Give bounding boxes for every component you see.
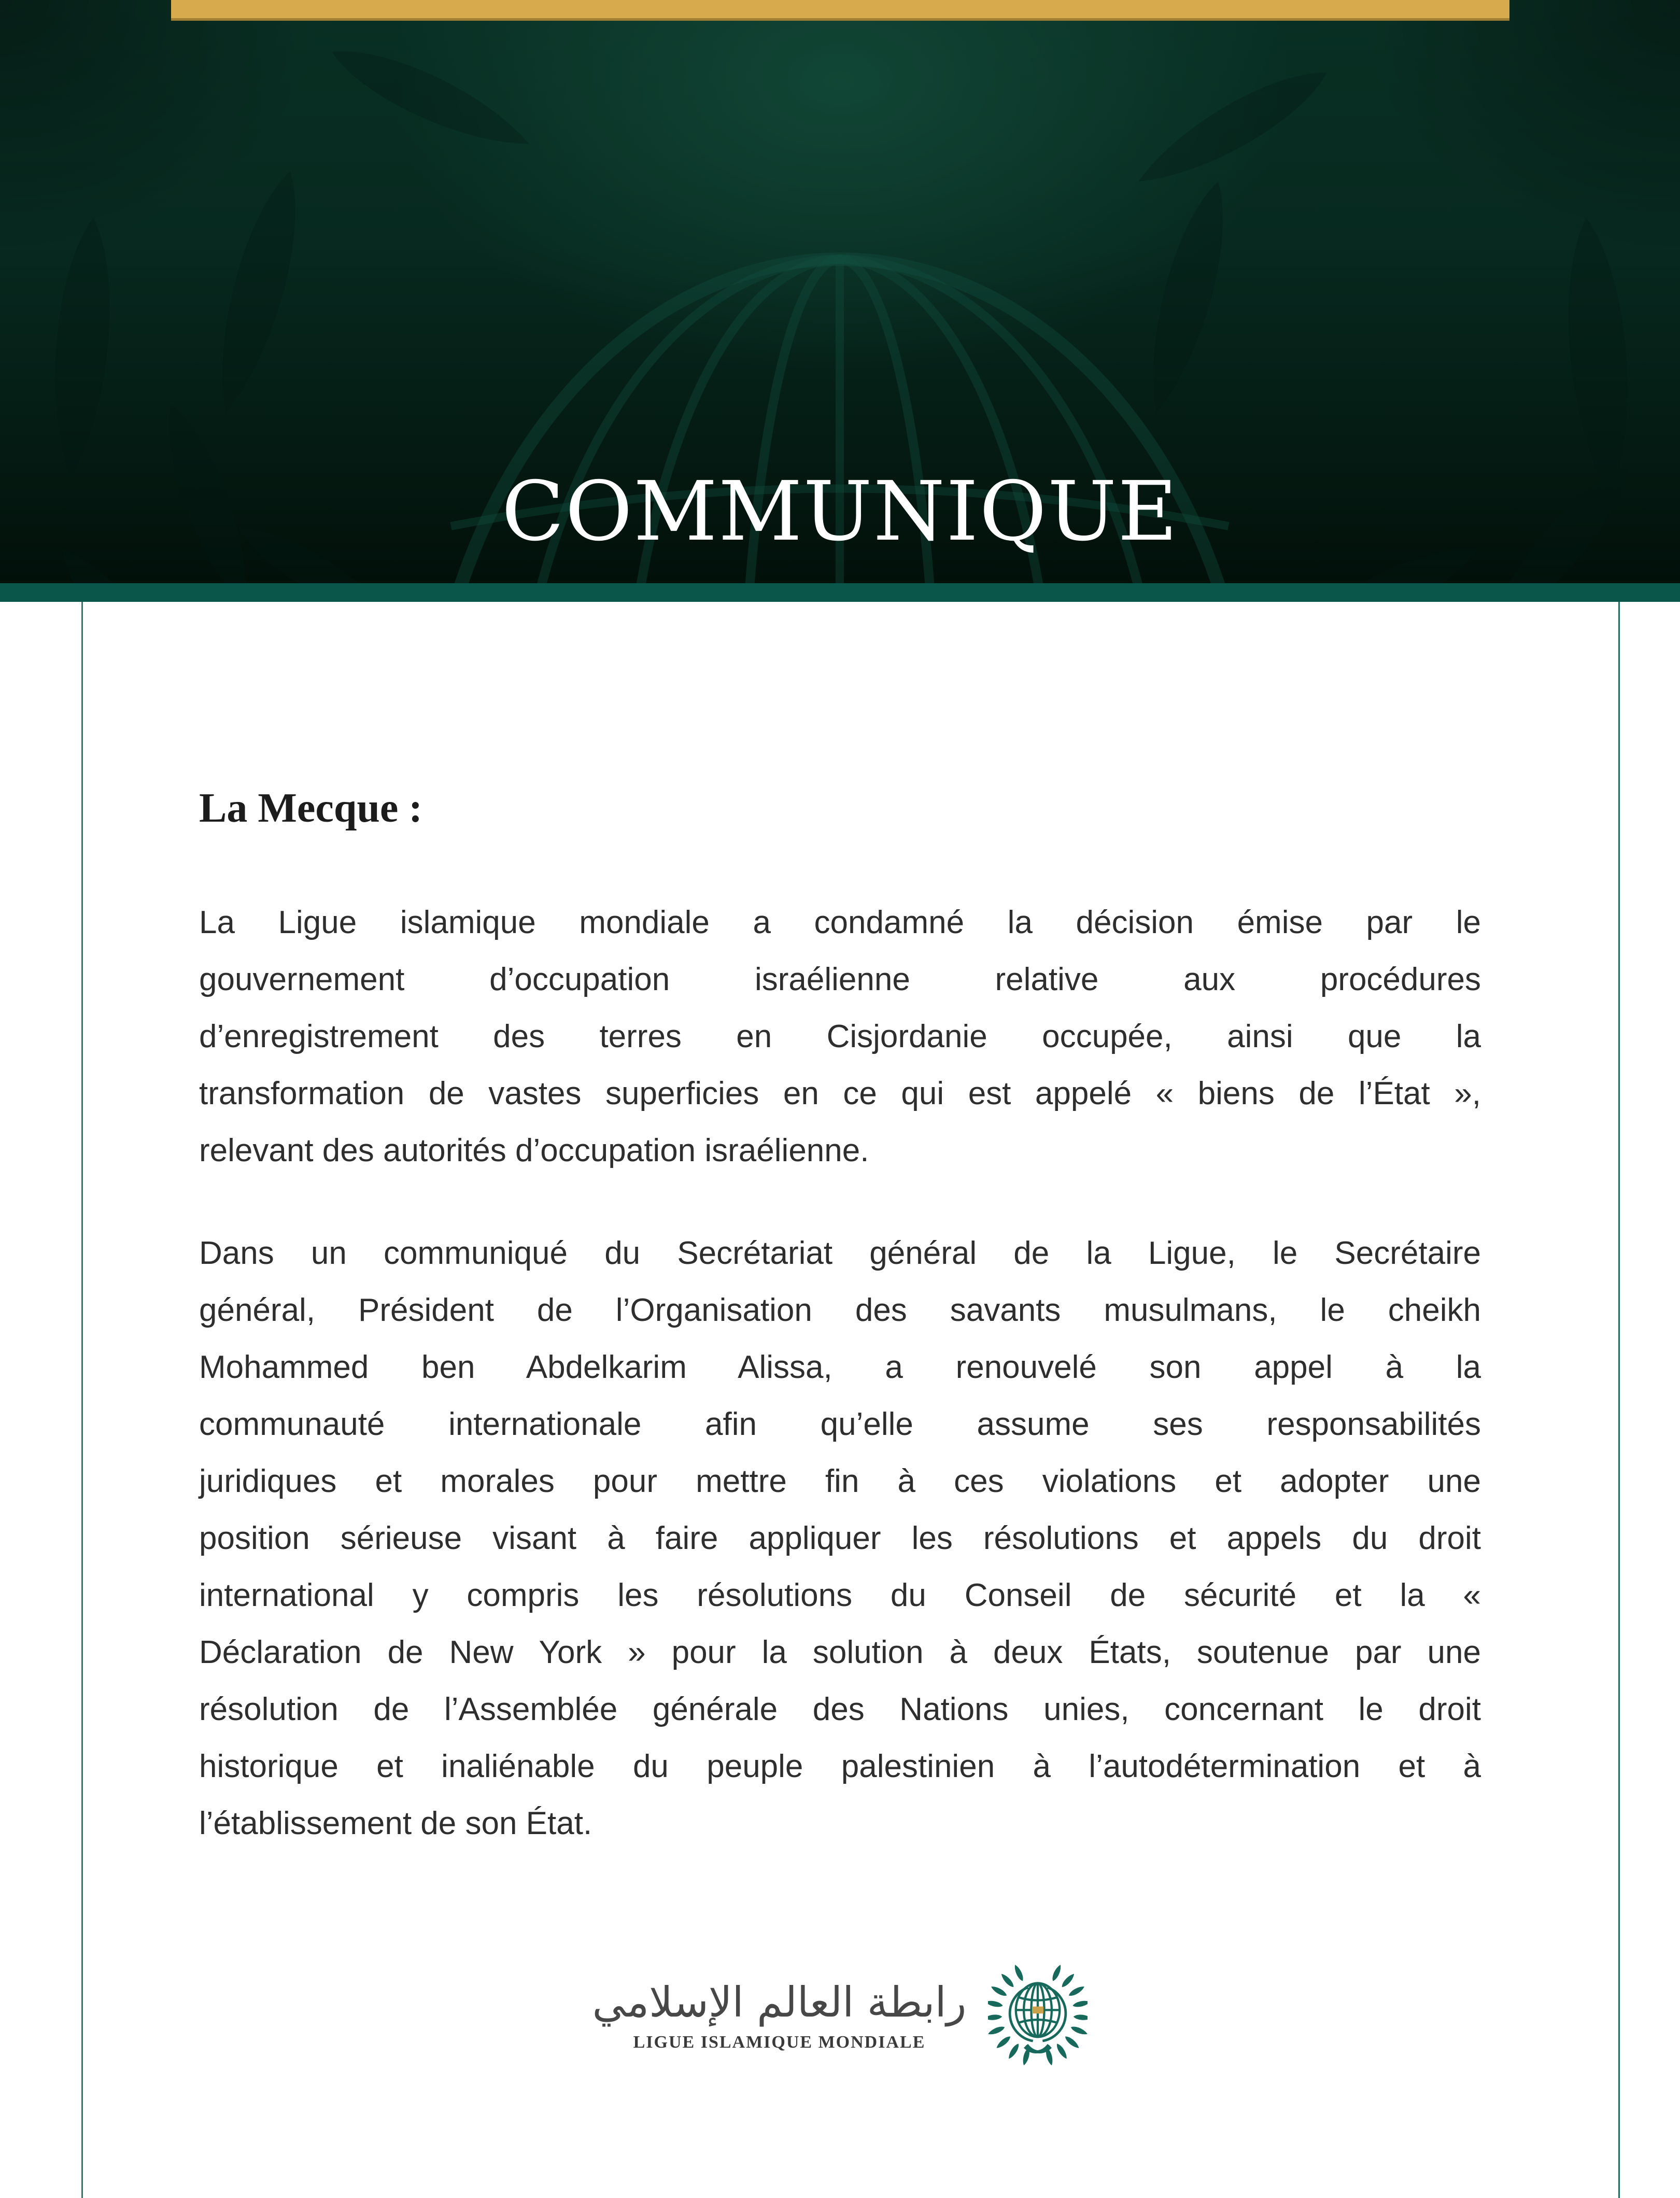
- left-margin-rule: [81, 602, 83, 2198]
- kaaba-icon: [1032, 2007, 1043, 2013]
- body-line: d’enregistrement des terres en Cisjordanie occupée, ainsi que la: [199, 1019, 1481, 1054]
- body-line: La Ligue islamique mondiale a condamné la décision émise par le: [199, 905, 1481, 940]
- body-line: relevant des autorités d’occupation israélienne.: [199, 1133, 869, 1168]
- mwl-logo-text: [592, 1977, 967, 2052]
- body-line: résolution de l’Assemblée générale des Nations unies, concernant le droit: [199, 1692, 1481, 1727]
- page-title: COMMUNIQUE: [501, 463, 1179, 559]
- right-margin-rule: [1618, 602, 1620, 2198]
- body-line: juridiques et morales pour mettre fin à ces violations et adopter une: [199, 1463, 1481, 1499]
- body-line: gouvernement d’occupation israélienne relative aux procédures: [199, 962, 1481, 997]
- body-line: Déclaration de New York » pour la solution à deux États, soutenue par une: [199, 1635, 1481, 1670]
- body-line: général, Président de l’Organisation des savants musulmans, le cheikh: [199, 1292, 1481, 1328]
- paragraph-2: [199, 1225, 1481, 1852]
- header-divider-band: [0, 583, 1680, 602]
- body-line: Dans un communiqué du Secrétariat général de la Ligue, le Secrétaire: [199, 1235, 1481, 1271]
- communique-body: [199, 602, 1481, 1852]
- mwl-logo: [0, 1961, 1680, 2068]
- mwl-emblem-icon: [988, 1961, 1088, 2068]
- body-line: Mohammed ben Abdelkarim Alissa, a renouvelé son appel à la: [199, 1349, 1481, 1385]
- body-line: transformation de vastes superficies en ce qui est appelé « biens de l’État »,: [199, 1076, 1481, 1111]
- body-line: l’établissement de son État.: [199, 1806, 592, 1841]
- paragraph-1: [199, 894, 1481, 1179]
- body-line: position sérieuse visant à faire appliquer les résolutions et appels du droit: [199, 1520, 1481, 1556]
- body-line: international y compris les résolutions du Conseil de sécurité et la «: [199, 1577, 1481, 1613]
- body-line: communauté internationale afin qu’elle assume ses responsabilités: [199, 1406, 1481, 1442]
- logo-wordmark: LIGUE ISLAMIQUE MONDIALE: [633, 2033, 926, 2052]
- logo-arabic-calligraphy: رابطة العالم الإسلامي: [592, 1978, 967, 2026]
- body-line: historique et inaliénable du peuple palestinien à l’autodétermination et à: [199, 1749, 1481, 1784]
- gold-accent-bar: [171, 0, 1509, 21]
- dateline-heading: La Mecque :: [199, 785, 423, 831]
- header-banner: [0, 0, 1680, 583]
